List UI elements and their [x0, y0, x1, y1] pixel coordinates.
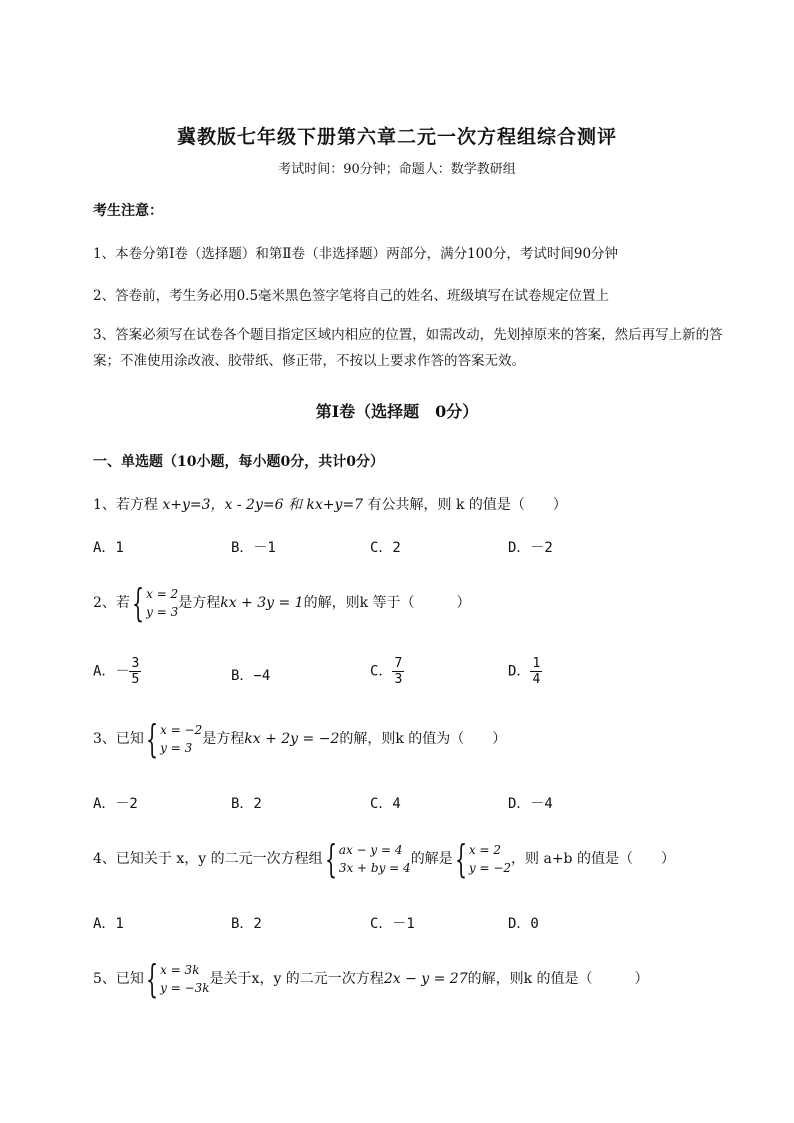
q3-suffix: 的解，则k 的值为（ ） [339, 731, 507, 747]
q4-suffix: ，则 a+b 的值是（ ） [511, 851, 675, 867]
q5-middle: 是关于x，y 的二元一次方程 [209, 971, 384, 987]
q1-option-c: C．2 [370, 540, 401, 556]
question-5 [93, 957, 649, 1001]
question-3 [93, 717, 507, 761]
q3-middle: 是方程 [202, 731, 245, 747]
q1-option-b: B．－1 [231, 540, 276, 556]
q3-option-d: D．－4 [508, 796, 553, 812]
q1-equation: x+y=3，x - 2y=6 和 kx+y=7 [162, 497, 364, 513]
question-4 [93, 837, 675, 881]
brace-icon: { [454, 837, 467, 881]
brace-icon: { [131, 581, 145, 625]
q4-solution: x = 2 y = −2 [468, 843, 512, 875]
notice-heading: 考生注意： [93, 203, 163, 219]
q2-suffix: 的解，则k 等于（ ） [303, 595, 471, 611]
brace-icon: { [145, 957, 159, 1001]
q2-option-a: A．－ $\frac{3}{5}$ [93, 656, 140, 687]
q4-system: ax − y = 4 3x + by = 4 [338, 843, 411, 875]
question-1 [93, 494, 567, 514]
q4-option-c: C．－1 [370, 916, 415, 932]
q2-system: x = 2 y = 3 [146, 587, 179, 619]
q4-middle: 的解是 [410, 851, 453, 867]
question-2 [93, 581, 471, 625]
section-title: 第I卷（选择题 0分） [315, 402, 479, 421]
q2-middle: 是方程 [178, 595, 221, 611]
q2-prefix: 2、若 [93, 595, 130, 611]
q2-option-d: D． $\frac{1}{4}$ [508, 656, 541, 687]
q2-option-b: B．−4 [231, 668, 271, 684]
part-heading: 一、单选题（10小题，每小题0分，共计0分） [93, 454, 384, 470]
q4-option-a: A．1 [93, 916, 124, 932]
q1-suffix: 有公共解，则 k 的值是（ ） [363, 497, 567, 513]
q3-prefix: 3、已知 [93, 731, 144, 747]
q3-option-a: A．－2 [93, 796, 138, 812]
notice-item-1: 1、本卷分第I卷（选择题）和第Ⅱ卷（非选择题）两部分，满分100分，考试时间90分钟 [93, 246, 619, 262]
brace-icon: { [324, 837, 337, 881]
q3-system: x = −2 y = 3 [160, 723, 203, 755]
q3-equation: kx + 2y = −2 [244, 731, 340, 747]
notice-item-3: 3、答案必须写在试卷各个题目指定区域内相应的位置，如需改动，先划掉原来的答案，然后再写上新的答案；不准使用涂改液、胶带纸、修正带，不按以上要求作答的答案无效。 [93, 327, 723, 369]
q4-option-d: D．0 [508, 916, 539, 932]
q5-system: x = 3k y = −3k [160, 963, 210, 995]
q2-equation: kx + 3y = 1 [220, 595, 304, 611]
document-subtitle: 考试时间：90分钟；命题人：数学教研组 [278, 162, 516, 177]
q3-option-b: B．2 [231, 796, 262, 812]
brace-icon: { [145, 717, 159, 761]
q5-prefix: 5、已知 [93, 971, 144, 987]
q5-suffix: 的解，则k 的值是（ ） [467, 971, 649, 987]
q4-prefix: 4、已知关于 x，y 的二元一次方程组 [93, 851, 323, 867]
q1-option-d: D．－2 [508, 540, 553, 556]
q3-option-c: C．4 [370, 796, 401, 812]
notice-item-2: 2、答卷前，考生务必用0.5毫米黑色签字笔将自己的姓名、班级填写在试卷规定位置上 [93, 288, 610, 304]
q1-option-a: A．1 [93, 540, 124, 556]
q2-option-c: C． $\frac{7}{3}$ [370, 656, 403, 687]
q1-prefix: 1、若方程 [93, 497, 163, 513]
q4-option-b: B．2 [231, 916, 262, 932]
q5-equation: 2x − y = 27 [383, 971, 468, 987]
document-title: 冀教版七年级下册第六章二元一次方程组综合测评 [176, 126, 617, 148]
